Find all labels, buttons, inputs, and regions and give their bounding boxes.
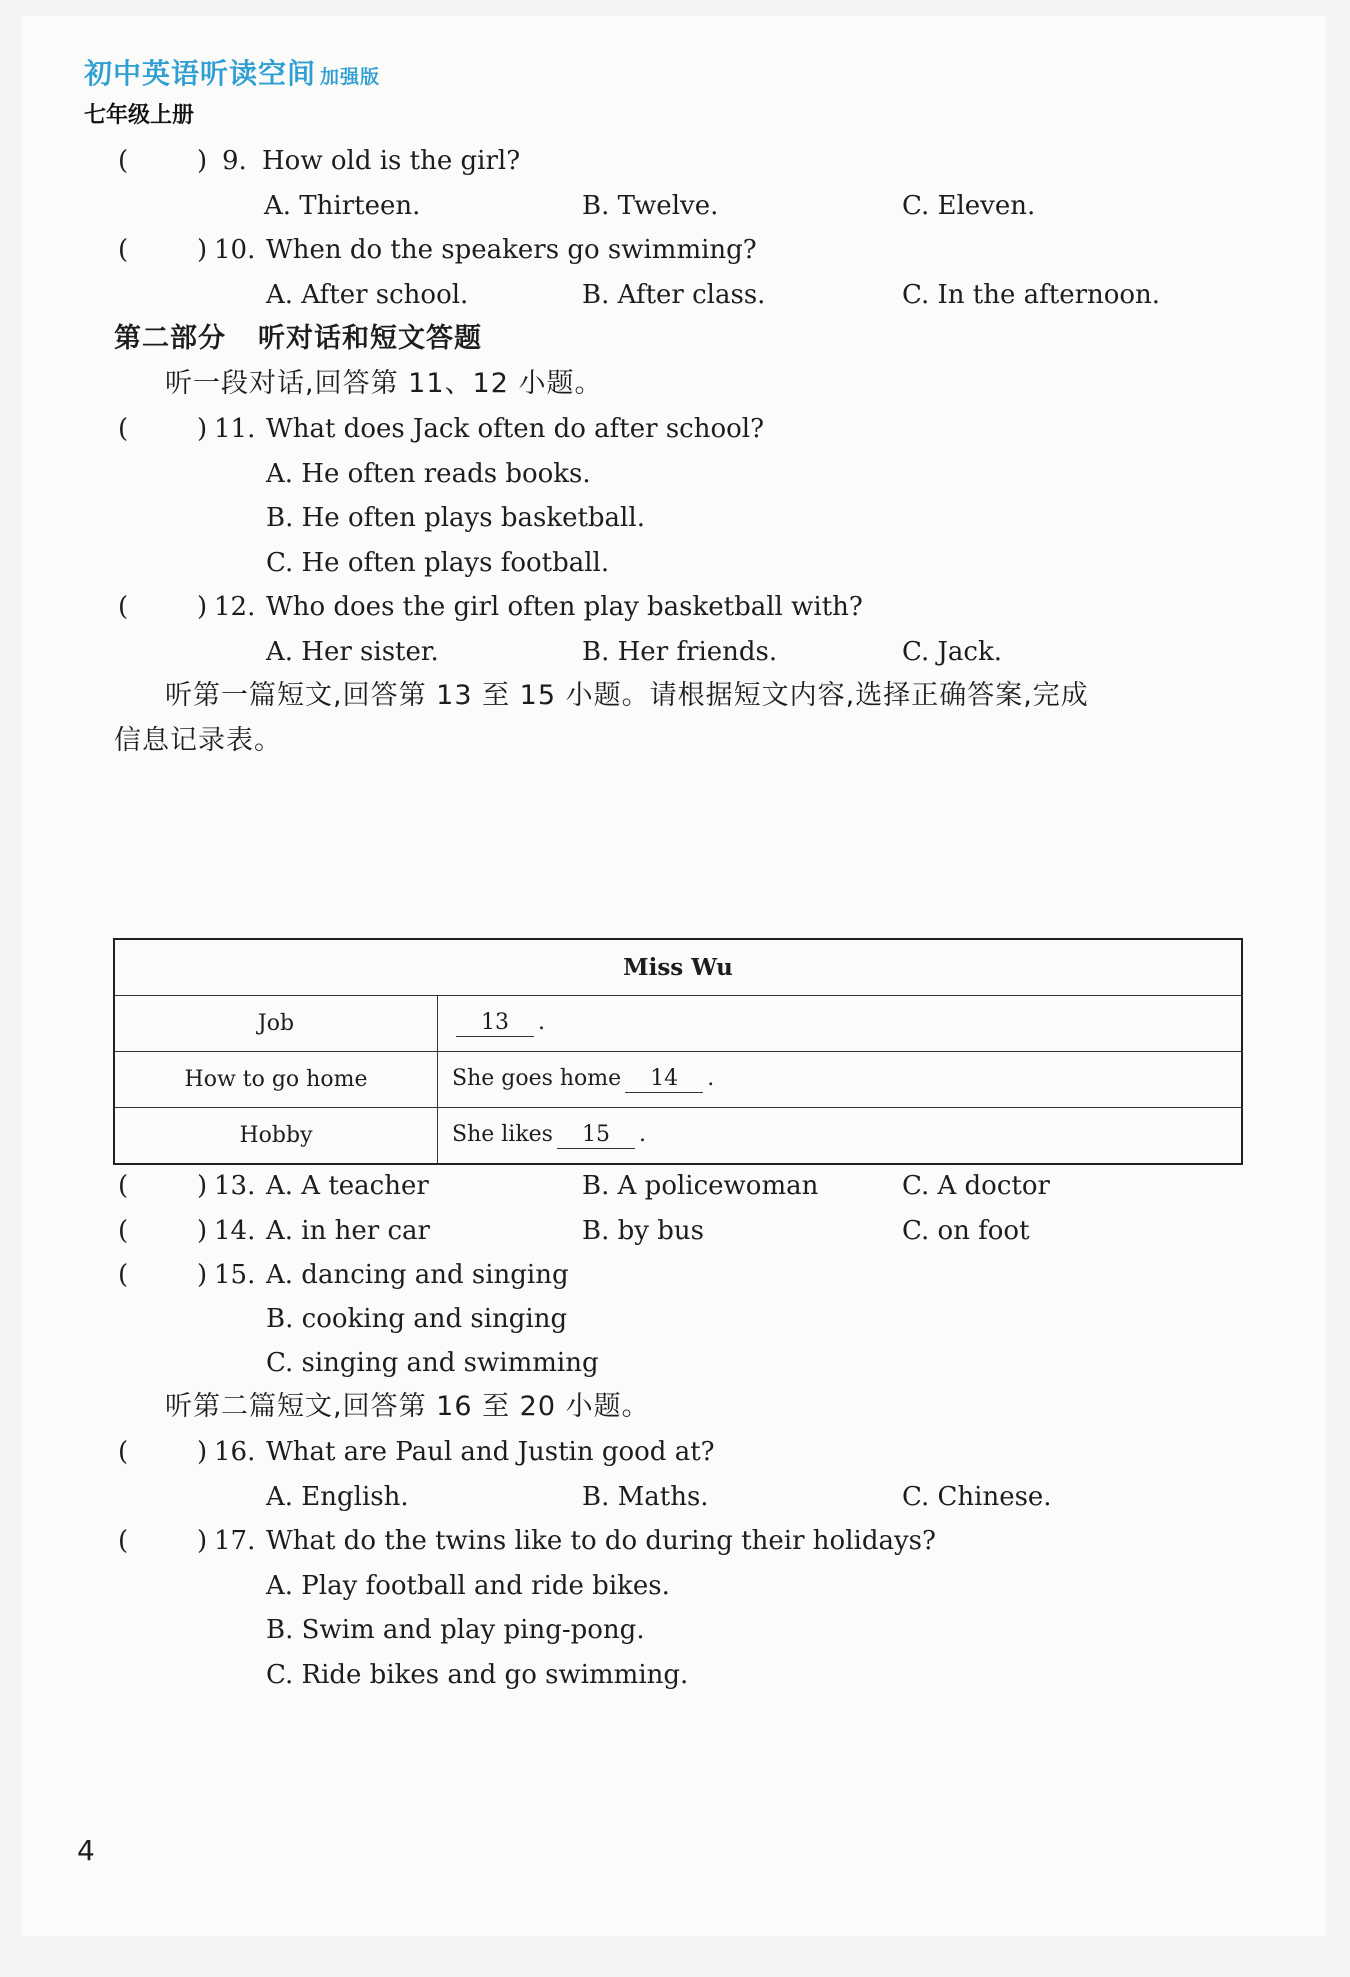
answer-paren-left[interactable]: (	[118, 1171, 129, 1201]
question-text: How old is the girl?	[262, 146, 521, 176]
row-value	[438, 1052, 1243, 1108]
page-number: 4	[77, 1834, 95, 1867]
option-b: B. After class.	[582, 280, 766, 310]
instruction-dialogue: 听一段对话,回答第 11、12 小题。	[165, 368, 603, 399]
question-number: 11.	[214, 414, 256, 444]
question-number: 17.	[214, 1526, 256, 1556]
question-text: When do the speakers go swimming?	[266, 235, 757, 265]
option-b: B. Maths.	[582, 1482, 709, 1512]
answer-blank-14[interactable]: 14	[625, 1066, 703, 1093]
option-a: A. He often reads books.	[266, 459, 591, 489]
table-row	[114, 996, 1242, 1052]
question-17	[22, 1519, 1326, 1563]
row-label: How to go home	[114, 1052, 438, 1108]
option-a: A. Play football and ride bikes.	[266, 1571, 670, 1601]
row-suffix: .	[638, 1122, 646, 1147]
section-title	[114, 317, 482, 361]
question-15	[22, 1253, 1326, 1297]
instruction-passage-1-cont: 信息记录表。	[114, 725, 282, 756]
answer-paren-left[interactable]: (	[118, 1437, 129, 1467]
answer-paren-left[interactable]: (	[118, 235, 129, 265]
answer-paren-left[interactable]: (	[118, 1216, 129, 1246]
option-a: A. dancing and singing	[266, 1260, 569, 1290]
table-row	[114, 1052, 1242, 1108]
option-b: B. Swim and play ping-pong.	[266, 1615, 645, 1645]
answer-paren-right: )	[197, 1216, 208, 1246]
question-number: 9.	[222, 146, 247, 176]
answer-paren-left[interactable]: (	[118, 1526, 129, 1556]
answer-paren-right: )	[197, 1260, 208, 1290]
instruction-passage-2: 听第二篇短文,回答第 16 至 20 小题。	[165, 1391, 650, 1422]
option-c: C. A doctor	[902, 1171, 1050, 1201]
question-text: What does Jack often do after school?	[266, 414, 765, 444]
instruction-passage-1: 听第一篇短文,回答第 13 至 15 小题。请根据短文内容,选择正确答案,完成	[165, 680, 1089, 711]
option-b: B. cooking and singing	[266, 1304, 568, 1334]
question-text: What do the twins like to do during their holidays?	[266, 1526, 936, 1556]
table-title: Miss Wu	[114, 939, 1242, 996]
section-part-label: 第二部分	[114, 323, 226, 354]
option-a: A. English.	[266, 1482, 409, 1512]
question-number: 16.	[214, 1437, 256, 1467]
option-a: A. A teacher	[266, 1171, 429, 1201]
section-title-text: 听对话和短文答题	[258, 323, 482, 354]
row-suffix: .	[538, 1010, 545, 1035]
options-9	[22, 184, 1326, 228]
question-number: 12.	[214, 592, 256, 622]
question-number: 10.	[214, 235, 256, 265]
question-number: 14.	[214, 1216, 256, 1246]
row-label: Job	[114, 996, 438, 1052]
question-14	[22, 1209, 1326, 1253]
answer-paren-left[interactable]: (	[118, 414, 129, 444]
option-c: C. He often plays football.	[266, 548, 610, 578]
answer-paren-left[interactable]: (	[118, 1260, 129, 1290]
option-b: B. Twelve.	[582, 191, 719, 221]
row-suffix: .	[707, 1066, 715, 1091]
answer-paren-left[interactable]: (	[118, 592, 129, 622]
option-c: C. Jack.	[902, 637, 1003, 667]
table-row	[114, 1108, 1242, 1165]
answer-paren-right: )	[197, 414, 208, 444]
answer-paren-right: )	[197, 235, 208, 265]
answer-paren-right: )	[197, 1437, 208, 1467]
book-title	[84, 52, 380, 92]
row-label: Hobby	[114, 1108, 438, 1165]
answer-paren-right: )	[197, 1526, 208, 1556]
edition-label: 加强版	[320, 66, 381, 88]
row-value	[438, 1108, 1243, 1165]
question-number: 13.	[214, 1171, 256, 1201]
row-prefix: She likes	[452, 1122, 553, 1147]
question-10	[22, 228, 1326, 272]
question-12	[22, 585, 1326, 629]
question-13	[22, 1164, 1326, 1208]
answer-blank-13[interactable]: 13	[456, 1010, 534, 1037]
book-title-text: 初中英语听读空间	[84, 57, 317, 90]
question-11	[22, 407, 1326, 451]
option-b: B. He often plays basketball.	[266, 503, 645, 533]
question-number: 15.	[214, 1260, 256, 1290]
info-record-table	[113, 938, 1243, 1165]
question-text: Who does the girl often play basketball with?	[266, 592, 863, 622]
options-10	[22, 273, 1326, 317]
worksheet-page	[22, 16, 1326, 1936]
option-a: A. Thirteen.	[264, 191, 421, 221]
options-12	[22, 630, 1326, 674]
answer-paren-left[interactable]: (	[118, 146, 129, 176]
question-9	[22, 139, 1326, 183]
option-c: C. on foot	[902, 1216, 1030, 1246]
question-16	[22, 1430, 1326, 1474]
option-c: C. singing and swimming	[266, 1348, 599, 1378]
option-b: B. Her friends.	[582, 637, 778, 667]
options-16	[22, 1475, 1326, 1519]
answer-blank-15[interactable]: 15	[557, 1122, 635, 1149]
question-text: What are Paul and Justin good at?	[266, 1437, 715, 1467]
option-b: B. A policewoman	[582, 1171, 819, 1201]
option-b: B. by bus	[582, 1216, 704, 1246]
answer-paren-right: )	[197, 1171, 208, 1201]
option-c: C. In the afternoon.	[902, 280, 1161, 310]
option-c: C. Chinese.	[902, 1482, 1052, 1512]
option-c: C. Eleven.	[902, 191, 1036, 221]
option-a: A. in her car	[266, 1216, 430, 1246]
option-a: A. Her sister.	[266, 637, 439, 667]
option-a: A. After school.	[266, 280, 469, 310]
option-c: C. Ride bikes and go swimming.	[266, 1660, 689, 1690]
grade-label: 七年级上册	[84, 103, 195, 128]
row-prefix: She goes home	[452, 1066, 622, 1091]
answer-paren-right: )	[197, 592, 208, 622]
row-value	[438, 996, 1243, 1052]
answer-paren-right: )	[197, 146, 208, 176]
